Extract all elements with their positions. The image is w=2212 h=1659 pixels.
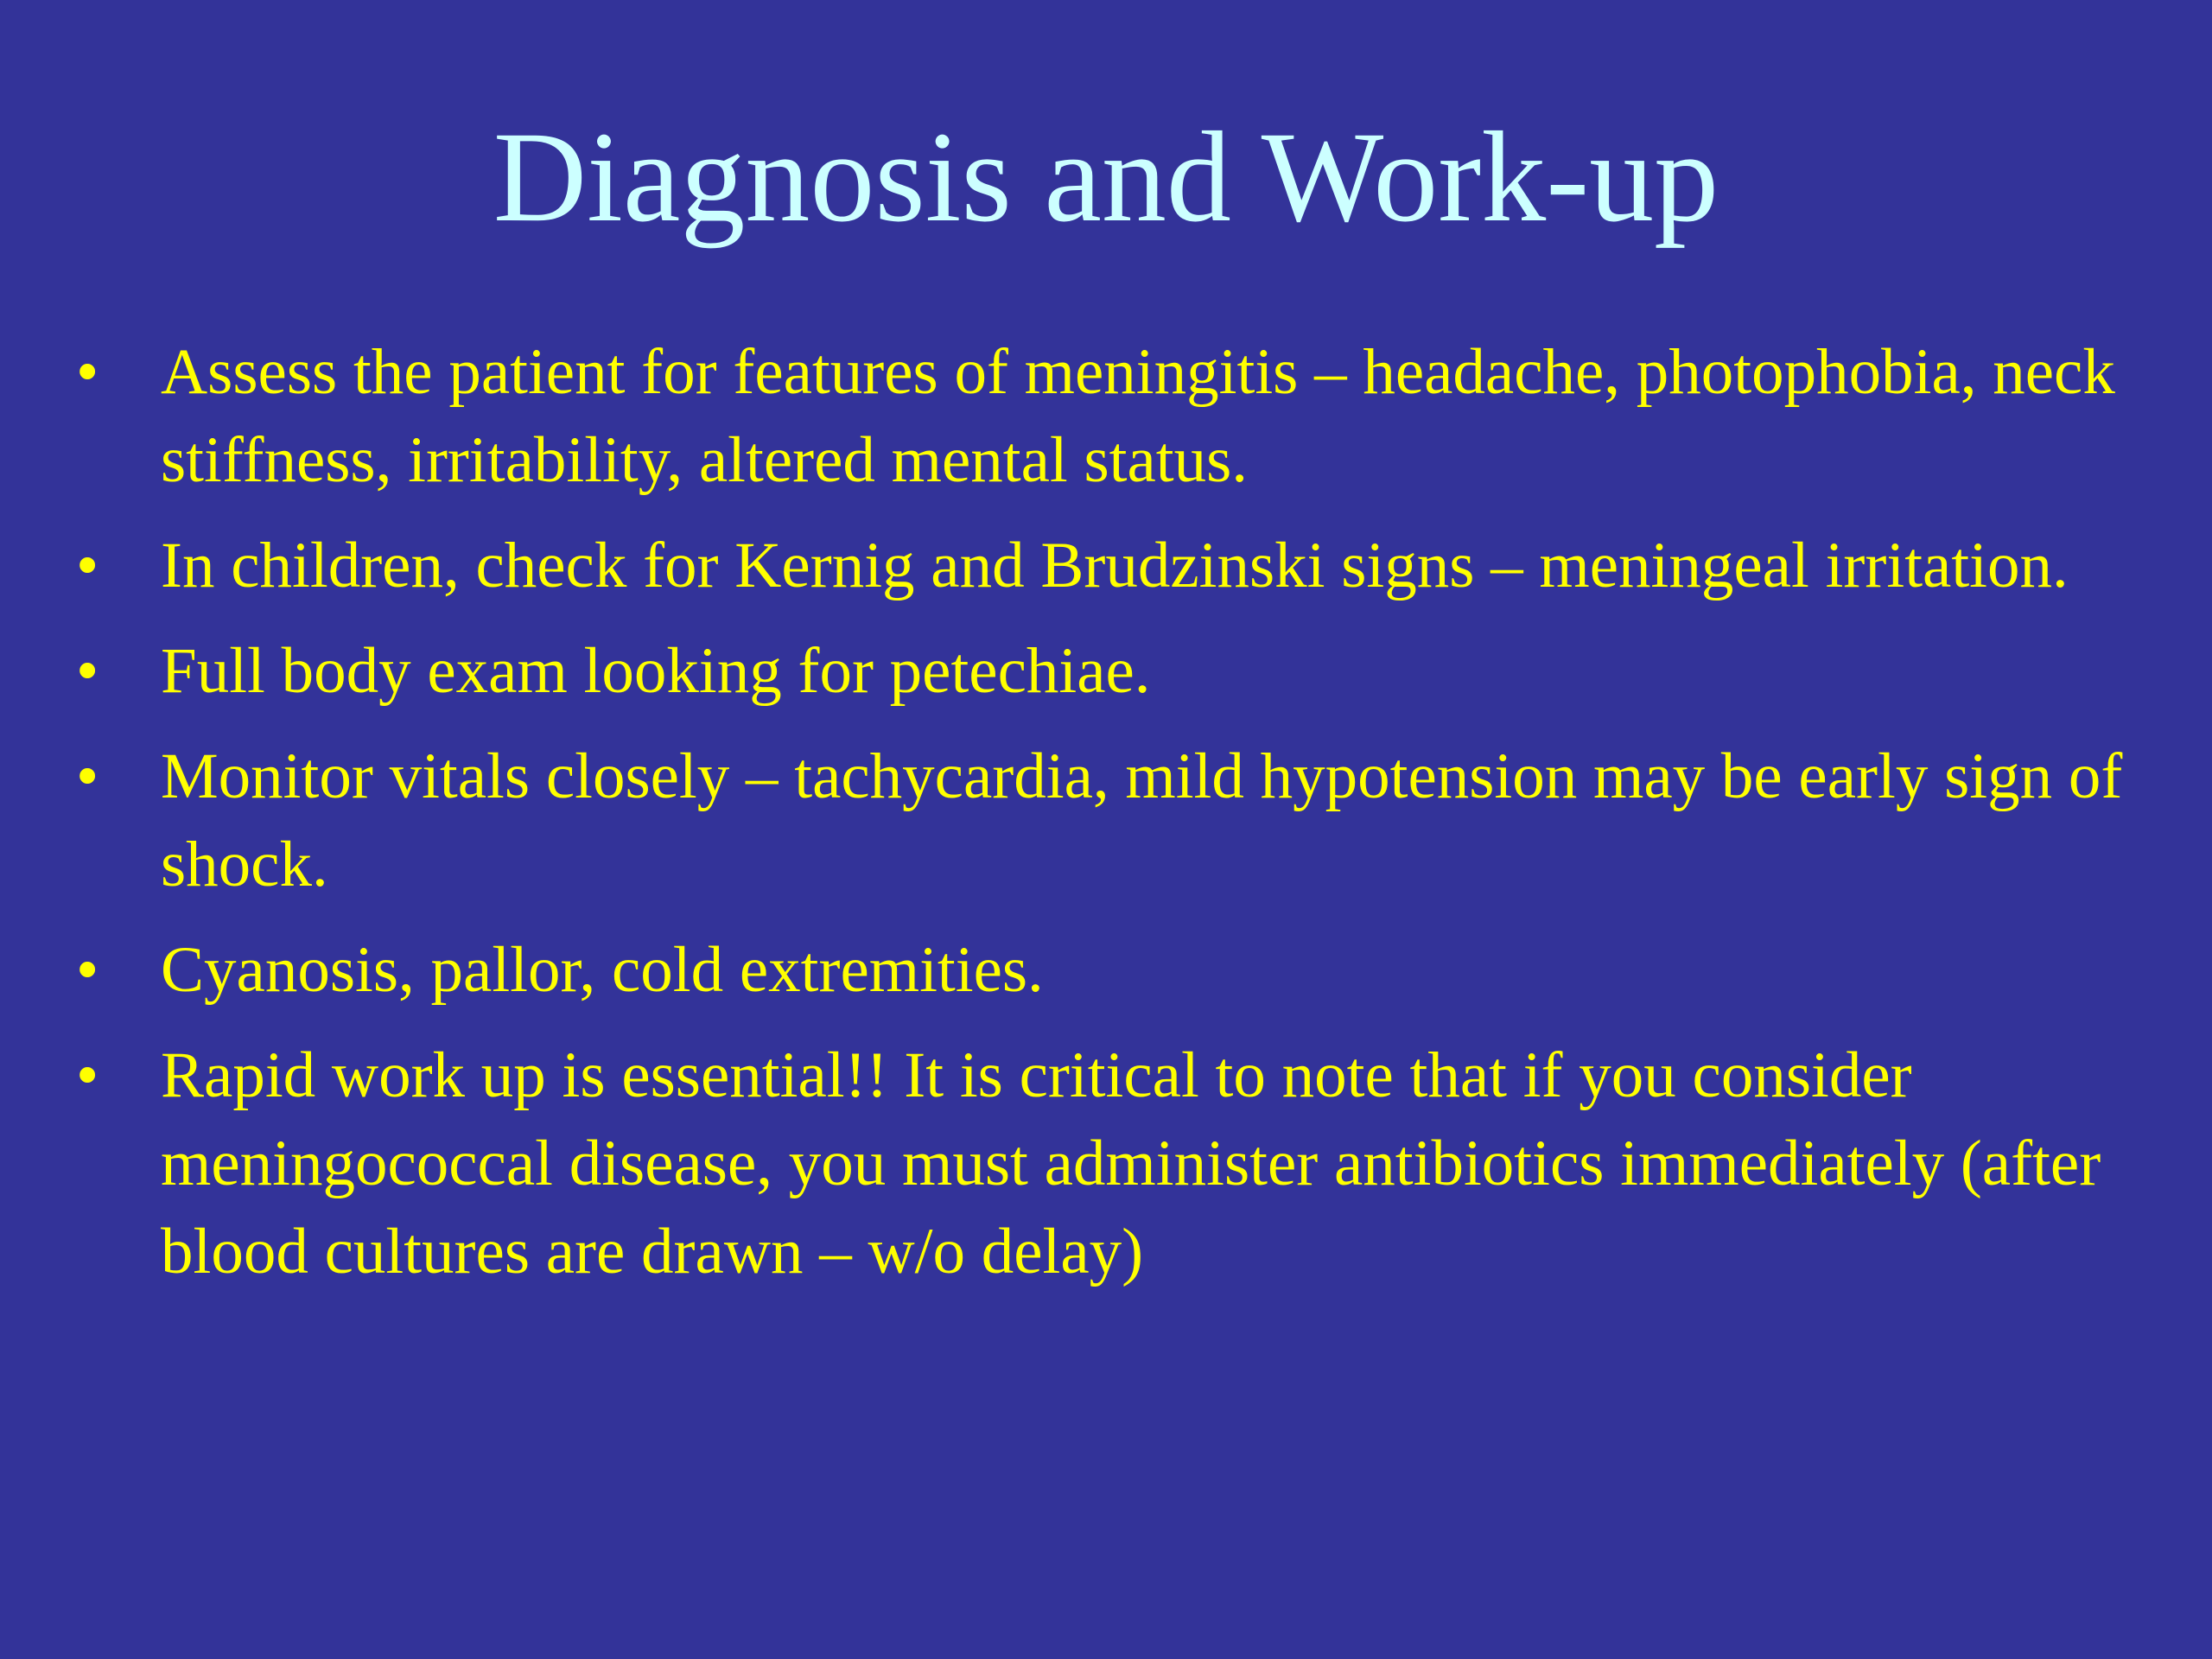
list-item xyxy=(76,733,2150,909)
list-item xyxy=(76,328,2150,505)
bullet-icon: • xyxy=(76,1039,99,1111)
bullet-text: Monitor vitals closely – tachycardia, mild hypotension may be early sign of shock. xyxy=(161,741,2123,900)
bullet-icon: • xyxy=(76,530,99,601)
bullet-text: Rapid work up is essential!! It is critical to note that if you consider meningococcal disease, you must administer antibiotics immediately (after blood cultures are drawn – w/o delay) xyxy=(161,1039,2101,1287)
list-item xyxy=(76,627,2150,715)
list-item xyxy=(76,926,2150,1014)
list-item xyxy=(76,1032,2150,1296)
bullet-text: Assess the patient for features of meningitis – headache, photophobia, neck stiffness, irritability, altered mental status. xyxy=(161,336,2115,496)
bullet-icon: • xyxy=(76,934,99,1006)
list-item xyxy=(76,522,2150,610)
bullet-icon: • xyxy=(76,741,99,812)
bullet-list xyxy=(76,328,2150,1313)
bullet-text: Cyanosis, pallor, cold extremities. xyxy=(161,934,1044,1006)
bullet-icon: • xyxy=(76,635,99,707)
bullet-text: In children, check for Kernig and Brudzinski signs – meningeal irritation. xyxy=(161,530,2069,601)
slide-title: Diagnosis and Work-up xyxy=(493,105,1719,249)
bullet-text: Full body exam looking for petechiae. xyxy=(161,635,1151,707)
bullet-icon: • xyxy=(76,336,99,408)
